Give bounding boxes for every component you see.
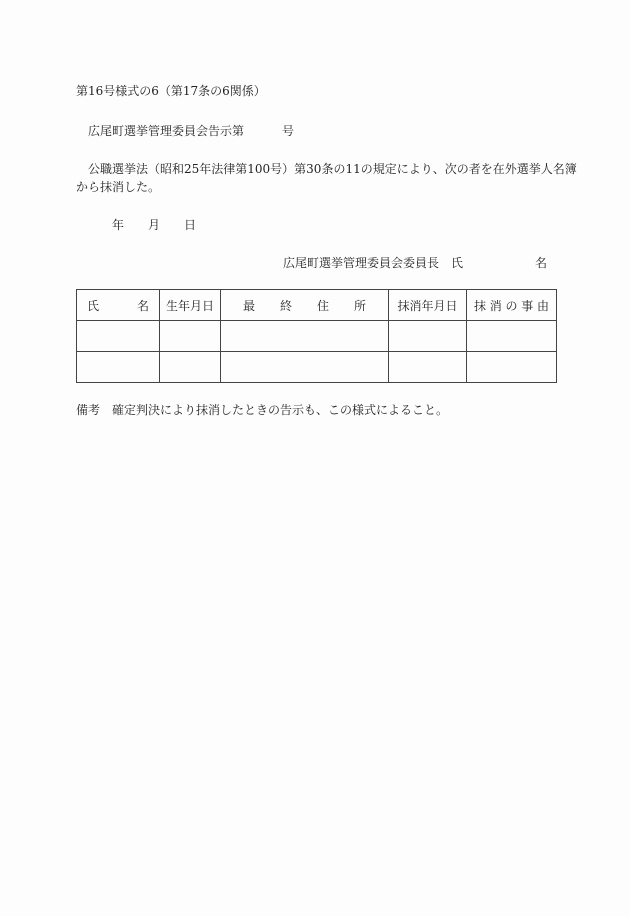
table-row [77,321,557,352]
body-text-line1: 公職選挙法（昭和25年法律第100号）第30条の11の規定により、次の者を在外選挙人名簿 [88,162,577,176]
form-number: 第16号様式の6（第17条の6関係） [76,84,266,98]
cell-removal-reason [467,321,557,352]
header-removal-reason: 抹 消 の 事 由 [467,290,557,321]
table-row [77,352,557,383]
remarks [76,403,448,417]
notice-title-prefix: 広尾町選挙管理委員会告示第 [88,124,245,138]
date-line [112,218,196,232]
header-birthdate: 生年月日 [160,290,221,321]
signatory [283,256,547,270]
date-month: 月 [148,218,161,232]
cell-birthdate [160,321,221,352]
notice-title-suffix: 号 [282,124,295,138]
cell-removal-date [389,352,467,383]
remarks-label: 備考 [76,403,101,417]
header-removal-date: 抹消年月日 [389,290,467,321]
body-text-line2: から抹消した。 [76,180,161,194]
removal-table [76,289,557,383]
signatory-title: 広尾町選挙管理委員会委員長 [283,256,440,270]
header-last-address: 最 終 住 所 [221,290,389,321]
date-year: 年 [112,218,125,232]
remarks-text: 確定判決により抹消したときの告示も、この様式によること。 [112,403,449,417]
cell-birthdate [160,352,221,383]
signatory-family: 氏 [451,256,464,270]
table-header-row [77,290,557,321]
notice-title [88,124,294,138]
date-day: 日 [184,218,197,232]
header-name: 氏 名 [77,290,160,321]
cell-removal-reason [467,352,557,383]
cell-name [77,321,160,352]
signatory-given: 名 [535,256,548,270]
cell-last-address [221,352,389,383]
cell-removal-date [389,321,467,352]
cell-name [77,352,160,383]
cell-last-address [221,321,389,352]
